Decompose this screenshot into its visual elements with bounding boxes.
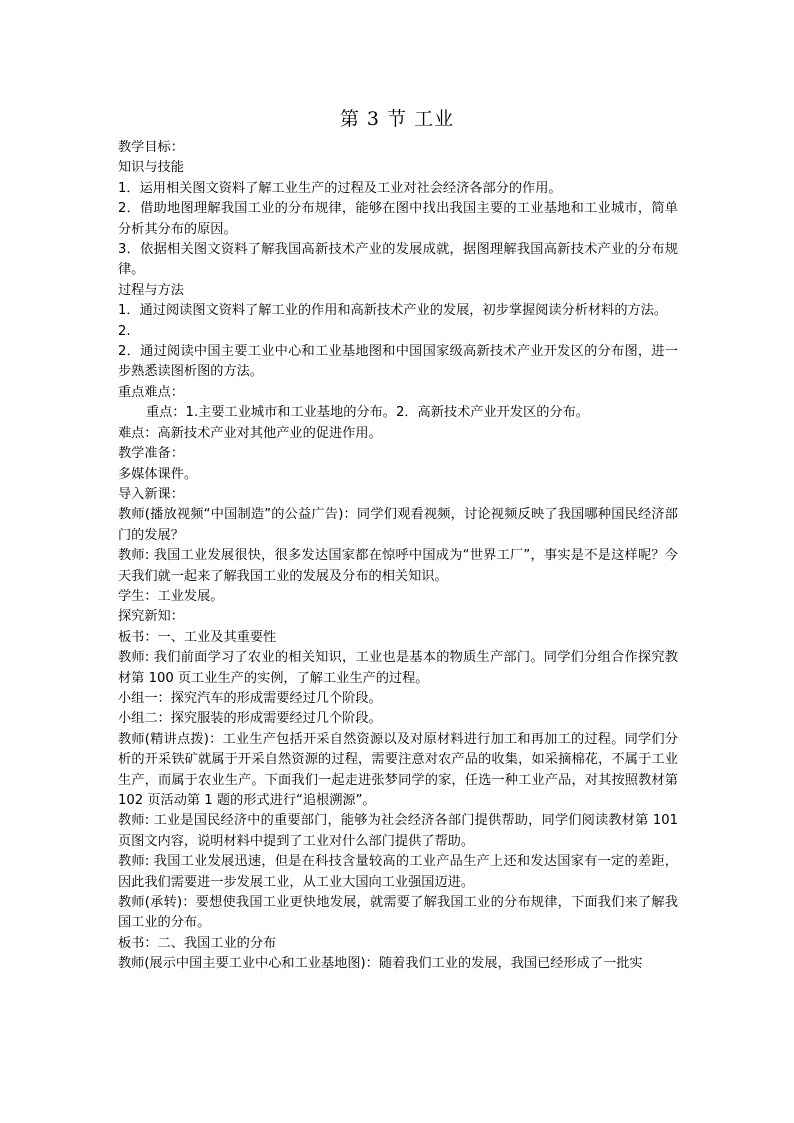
board-note: 板书：一、工业及其重要性 — [118, 629, 277, 645]
paragraph: 小组二：探究服装的形成需要经过几个阶段。 — [118, 711, 382, 727]
paragraph: 教师(播放视频“中国制造”的公益广告)：同学们观看视频，讨论视频反映了我国哪种国民经济部门的发展？ — [118, 507, 678, 543]
board-note: 板书：二、我国工业的分布 — [118, 935, 277, 951]
paragraph: 3．依据相关图文资料了解我国高新技术产业的发展成就，据图理解我国高新技术产业的分布规律。 — [118, 242, 678, 278]
paragraph: 教师(展示中国主要工业中心和工业基地图)：随着我们工业的发展，我国已经形成了一批实 — [118, 956, 643, 972]
subheading-knowledge-skills: 知识与技能 — [118, 160, 184, 176]
paragraph: 小组一：探究汽车的形成需要经过几个阶段。 — [118, 690, 382, 706]
heading-teaching-goals: 教学目标： — [118, 140, 184, 155]
document-body — [118, 138, 678, 975]
paragraph: 2. — [118, 323, 131, 339]
heading-preparation: 教学准备： — [118, 446, 184, 462]
paragraph: 教师(精讲点拨)：工业生产包括开采自然资源以及对原材料进行加工和再加工的过程。同学们分析的开采铁矿就属于开采自然资源的过程，需要注意对农产品的收集，如采摘棉花，不属于工业生产，而属于农业生产。下面我们一起走进张梦同学的家，任选一种工业产品，对其按照教材第 102 页活动第 1 题的形式进行“追根溯源”。 — [118, 731, 678, 808]
paragraph: 教师: 工业是国民经济中的重要部门，能够为社会经济各部门提供帮助，同学们阅读教材第 101 页图文内容，说明材料中提到了工业对什么部门提供了帮助。 — [118, 813, 678, 849]
paragraph: 教师: 我国工业发展迅速，但是在科技含量较高的工业产品生产上还和发达国家有一定的差距，因此我们需要进一步发展工业，从工业大国向工业强国迈进。 — [118, 854, 678, 890]
paragraph: 2．通过阅读中国主要工业中心和工业基地图和中国国家级高新技术产业开发区的分布图，进一步熟悉读图析图的方法。 — [118, 344, 678, 380]
paragraph-difficulties: 难点：高新技术产业对其他产业的促进作用。 — [118, 425, 382, 441]
paragraph: 教师: 我国工业发展很快，很多发达国家都在惊呼中国成为“世界工厂”，事实是不是这样呢？今天我们就一起来了解我国工业的发展及分布的相关知识。 — [118, 548, 678, 584]
paragraph: 1．通过阅读图文资料了解工业的作用和高新技术产业的发展，初步掌握阅读分析材料的方法。 — [118, 303, 668, 319]
paragraph: 教师(承转)：要想使我国工业更快地发展，就需要了解我国工业的分布规律，下面我们来了解我国工业的分布。 — [118, 895, 678, 931]
paragraph-key-points: 重点：1.主要工业城市和工业基地的分布。2．高新技术产业开发区的分布。 — [146, 405, 589, 421]
subheading-process-methods: 过程与方法 — [118, 282, 184, 298]
heading-introduction: 导入新课： — [118, 486, 184, 502]
paragraph: 1．运用相关图文资料了解工业生产的过程及工业对社会经济各部分的作用。 — [118, 180, 562, 196]
heading-key-points: 重点难点： — [118, 384, 184, 400]
paragraph: 2．借助地图理解我国工业的分布规律，能够在图中找出我国主要的工业基地和工业城市，简单分析其分布的原因。 — [118, 201, 678, 237]
heading-explore: 探究新知： — [118, 609, 184, 625]
paragraph: 教师: 我们前面学习了农业的相关知识，工业也是基本的物质生产部门。同学们分组合作探究教材第 100 页工业生产的实例，了解工业生产的过程。 — [118, 650, 678, 686]
paragraph: 学生：工业发展。 — [118, 588, 224, 604]
page-title: 第 3 节 工业 — [339, 108, 455, 130]
paragraph: 多媒体课件。 — [118, 466, 198, 482]
